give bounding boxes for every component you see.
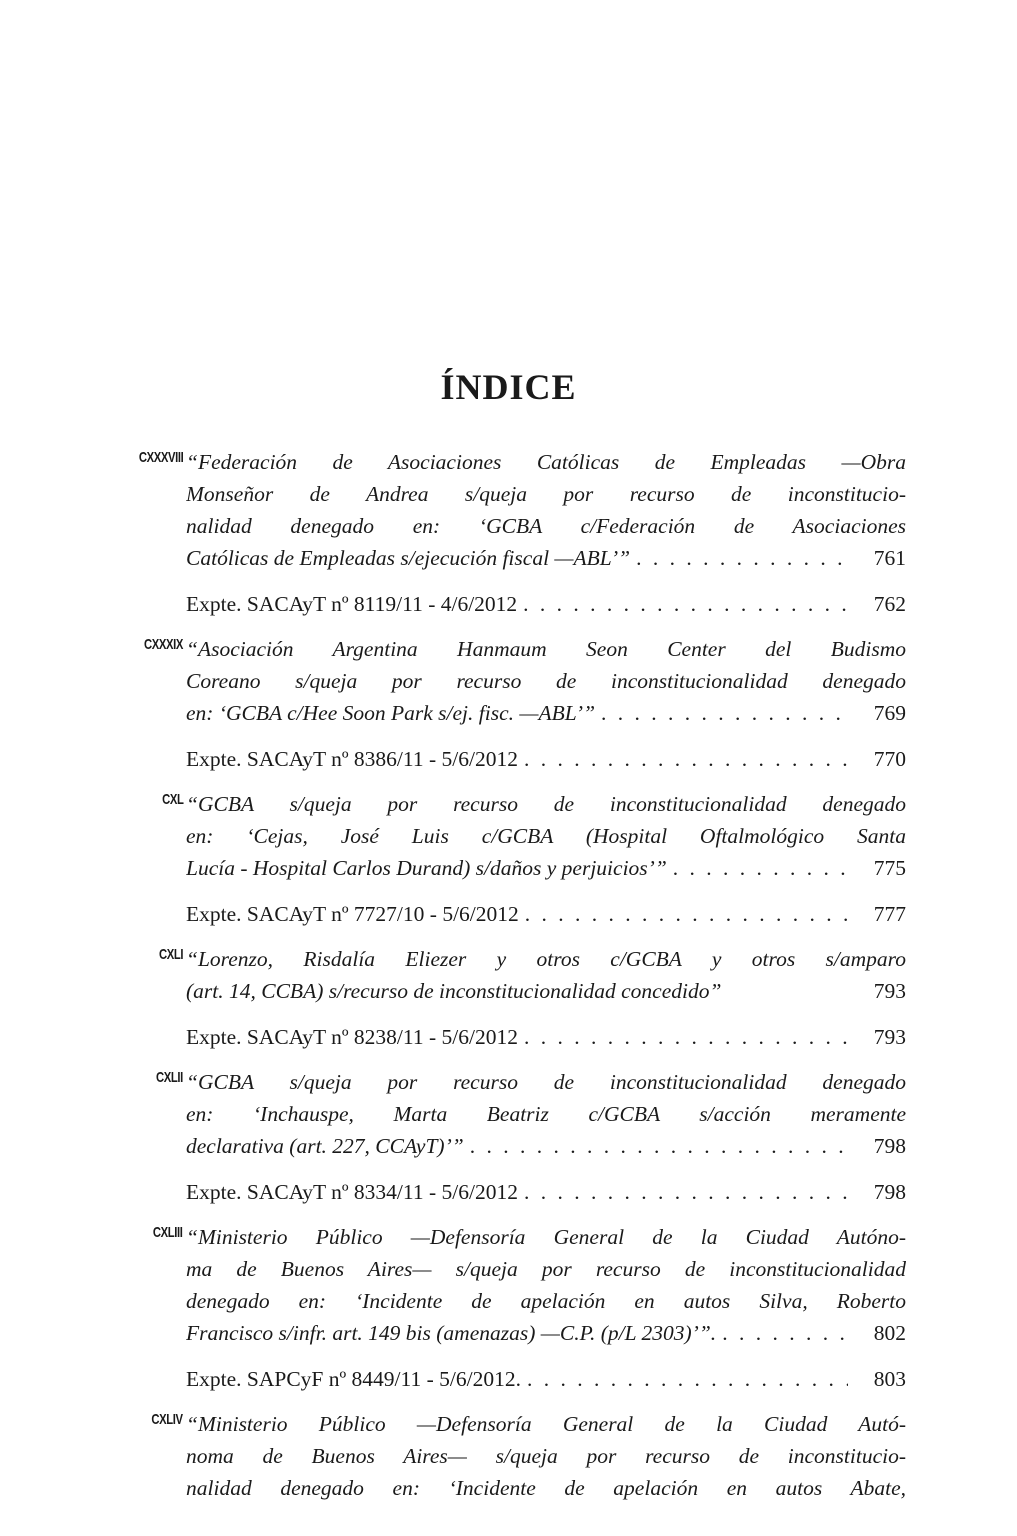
- entry-text-line: “GCBA s/queja por recurso de inconstitucionalidad denegado: [186, 1070, 906, 1094]
- entry-text-line: ma de Buenos Aires— s/queja por recurso de inconstitucionalidad: [186, 1257, 906, 1281]
- expte-text: Expte. SACAyT nº 8119/11 - 4/6/2012: [186, 592, 518, 616]
- page-number: 798: [873, 1180, 906, 1204]
- page-number: 769: [873, 701, 906, 725]
- entry-text-line: Católicas de Empleadas s/ejecución fiscal —ABL’”: [186, 546, 631, 570]
- entry-number: CXLII: [156, 1069, 183, 1086]
- entry-text-line: (art. 14, CCBA) s/recurso de inconstitucionalidad concedido”: [186, 979, 722, 1003]
- index-entry: [108, 943, 908, 1053]
- entry-text-line: “Federación de Asociaciones Católicas de Empleadas —Obra: [186, 450, 906, 474]
- page-number: 793: [873, 979, 906, 1003]
- page-title: ÍNDICE: [440, 367, 577, 407]
- dot-leader: [524, 743, 848, 775]
- entry-text-line: Monseñor de Andrea s/queja por recurso de inconstitucio-: [186, 482, 906, 506]
- entry-number: CXLI: [158, 946, 183, 963]
- page-number: 770: [873, 747, 906, 771]
- entry-number: CXLIV: [151, 1411, 183, 1428]
- entry-text-line: “Lorenzo, Risdalía Eliezer y otros c/GCBA y otros s/amparo: [186, 947, 906, 971]
- entry-number: CXL: [161, 791, 183, 808]
- index-entry: [108, 633, 908, 775]
- entry-number: CXLIII: [153, 1224, 183, 1241]
- entry-text-line: en: ‘GCBA c/Hee Soon Park s/ej. fisc. —ABL’”: [186, 701, 596, 725]
- entry-text-line: declarativa (art. 227, CCAyT)’”: [186, 1134, 464, 1158]
- dot-leader: [527, 1363, 848, 1395]
- page-number: 777: [873, 902, 906, 926]
- dot-leader: [470, 1130, 848, 1162]
- page-number: 775: [873, 856, 906, 880]
- index-list: [108, 446, 908, 1517]
- page-number: 798: [873, 1134, 906, 1158]
- entry-text-line: “Ministerio Público —Defensoría General de la Ciudad Autó-: [186, 1412, 906, 1436]
- entry-text-line: Coreano s/queja por recurso de inconstitucionalidad denegado: [186, 669, 906, 693]
- page-number: 762: [873, 592, 906, 616]
- dot-leader: [636, 542, 848, 574]
- expte-text: Expte. SACAyT nº 8334/11 - 5/6/2012: [186, 1180, 518, 1204]
- index-entry: [108, 788, 908, 930]
- entry-text-line: Lucía - Hospital Carlos Durand) s/daños y perjuicios’”: [186, 856, 667, 880]
- entry-text-line: en: ‘Inchauspe, Marta Beatriz c/GCBA s/acción meramente: [186, 1102, 906, 1126]
- dot-leader: [673, 852, 848, 884]
- entry-text-line: nalidad denegado en: ‘Incidente de apelación en autos Abate,: [186, 1476, 906, 1500]
- dot-leader: [524, 1176, 848, 1208]
- dot-leader: [525, 898, 848, 930]
- entry-text-line: Francisco s/infr. art. 149 bis (amenazas) —C.P. (p/L 2303)’”.: [186, 1321, 717, 1345]
- entry-number: CXXXIX: [143, 636, 183, 653]
- dot-leader: [523, 588, 848, 620]
- entry-text-line: “GCBA s/queja por recurso de inconstitucionalidad denegado: [186, 792, 906, 816]
- entry-text-line: “Ministerio Público —Defensoría General de la Ciudad Autóno-: [186, 1225, 906, 1249]
- expte-text: Expte. SACAyT nº 7727/10 - 5/6/2012: [186, 902, 519, 926]
- dot-leader: [524, 1021, 848, 1053]
- entry-text-line: noma de Buenos Aires— s/queja por recurso de inconstitucio-: [186, 1444, 906, 1468]
- page-number: 802: [873, 1321, 906, 1345]
- page-number: 803: [873, 1367, 906, 1391]
- index-entry: [108, 1066, 908, 1208]
- dot-leader: [601, 697, 848, 729]
- dot-leader: [722, 1317, 848, 1349]
- index-entry: [108, 1221, 908, 1395]
- entry-number: CXXXVIII: [138, 449, 183, 466]
- entry-text-line: denegado en: ‘Incidente de apelación en autos Silva, Roberto: [186, 1289, 906, 1313]
- expte-text: Expte. SACAyT nº 8386/11 - 5/6/2012: [186, 747, 518, 771]
- index-entry: [108, 446, 908, 620]
- page-number: 761: [873, 546, 906, 570]
- expte-text: Expte. SAPCyF nº 8449/11 - 5/6/2012.: [186, 1367, 521, 1391]
- page-number: 793: [873, 1025, 906, 1049]
- entry-text-line: nalidad denegado en: ‘GCBA c/Federación de Asociaciones: [186, 514, 906, 538]
- entry-text-line: en: ‘Cejas, José Luis c/GCBA (Hospital Oftalmológico Santa: [186, 824, 906, 848]
- expte-text: Expte. SACAyT nº 8238/11 - 5/6/2012: [186, 1025, 518, 1049]
- entry-text-line: “Asociación Argentina Hanmaum Seon Center del Budismo: [186, 637, 906, 661]
- index-entry: [108, 1408, 908, 1504]
